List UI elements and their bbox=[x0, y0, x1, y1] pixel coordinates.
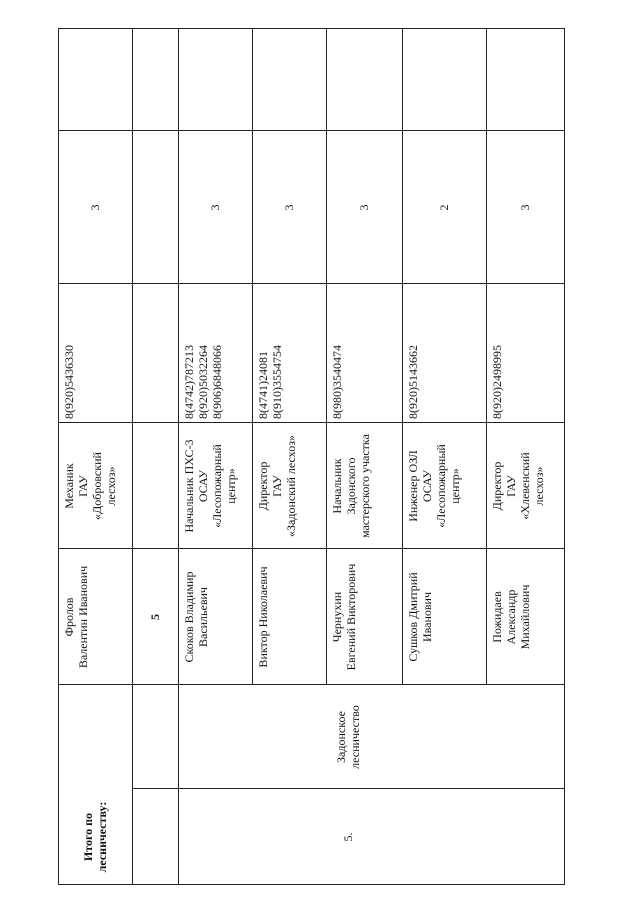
row-1-name: Скоков Владимир Васильевич bbox=[182, 571, 210, 663]
row-3-position: Начальник Задонского мастерского участка bbox=[330, 434, 372, 538]
row-2-position: Директор ГАУ «Задонский лесхоз» bbox=[256, 435, 298, 537]
row-2-count: 3 bbox=[282, 204, 296, 211]
row-2-name: Виктор Николаевич bbox=[256, 566, 270, 668]
forestry-name: Задонское лесничество bbox=[334, 705, 362, 769]
total-label: Итого по лесничеству: bbox=[81, 801, 109, 873]
rotated-page bbox=[58, 28, 565, 885]
row-4-count: 2 bbox=[437, 204, 451, 211]
row-5-phone: 8(920)2498995 bbox=[490, 345, 504, 419]
row-0-phone: 8(920)5436330 bbox=[62, 345, 76, 419]
row-5-count: 3 bbox=[518, 204, 532, 211]
row-0-name: Фролов Валентин Иванович bbox=[62, 565, 90, 669]
row-3-name: Чернухин Евгений Викторович bbox=[330, 563, 358, 671]
row-3-count: 3 bbox=[357, 204, 371, 211]
grid-line bbox=[58, 28, 565, 29]
row-2-phone: 8(4741)24081 8(910)3554754 bbox=[256, 345, 284, 419]
grid-line bbox=[564, 28, 565, 885]
total-value: 5 bbox=[148, 614, 162, 620]
row-1-position: Начальник ПХС-3 ОСАУ «Лесопожарный центр» bbox=[182, 439, 238, 533]
row-3-phone: 8(980)3540474 bbox=[330, 345, 344, 419]
row-4-position: Инженер ОЗЛ ОСАУ «Лесопожарный центр» bbox=[406, 444, 462, 528]
staff-table bbox=[58, 28, 565, 885]
row-0-position: Механик ГАУ «Добровский лесхоз» bbox=[62, 452, 118, 520]
row-4-phone: 8(920)5143662 bbox=[406, 345, 420, 419]
row-4-name: Сушков Дмитрий Иванович bbox=[406, 572, 434, 662]
row-1-count: 3 bbox=[208, 204, 222, 211]
row-5-name: Пожидаев Александр Михайлович bbox=[490, 584, 532, 650]
row-0-count: 3 bbox=[88, 204, 102, 211]
row-1-phone: 8(4742)787213 8(920)5032264 8(906)6848066 bbox=[182, 345, 224, 419]
forestry-number: 5. bbox=[341, 832, 355, 842]
row-5-position: Директор ГАУ «Хлевенский лесхоз» bbox=[490, 452, 546, 520]
